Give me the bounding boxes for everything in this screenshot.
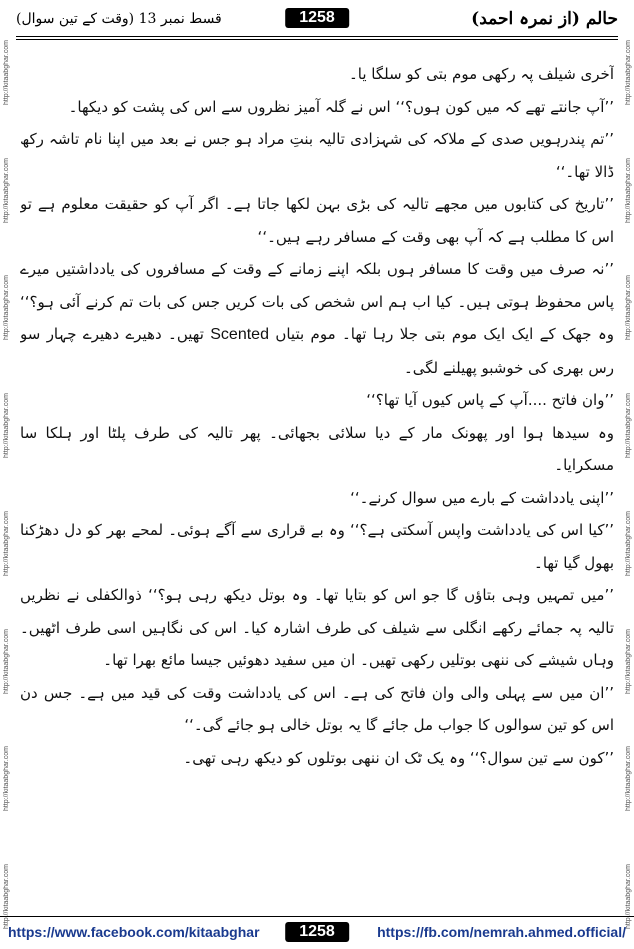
page-header: [16, 8, 618, 32]
watermark-url: http://kitaabghar.com: [2, 628, 10, 694]
watermark-url: http://kitaabghar.com: [2, 863, 10, 929]
watermark-url: http://kitaabghar.com: [624, 393, 632, 459]
watermark-url: http://kitaabghar.com: [624, 628, 632, 694]
header-divider: [16, 36, 618, 40]
side-watermark-left: [0, 40, 12, 929]
watermark-url: http://kitaabghar.com: [2, 40, 10, 105]
paragraph: ’’وان فاتح ....آپ کے پاس کیوں آیا تھا؟‘‘: [366, 391, 614, 409]
watermark-url: http://kitaabghar.com: [624, 275, 632, 341]
paragraph: ’’میں تمہیں وہی بتاؤں گا جو اس کو بتایا تھا۔ وہ بوتل دیکھ رہی ہو؟‘‘ ذوالکفلی نے نظریں تالیہ پہ جمائے رکھے انگلی سے شیلف کی طرف اشارہ کیا۔ اس کی نگاہیں اسی طرف اٹھیں۔ وہاں شیشے کی ننھی بوتلیں رکھی تھیں۔ ان میں سفید دھوئیں جیسا مائع بھرا تھا۔: [20, 586, 614, 669]
watermark-url: http://kitaabghar.com: [624, 510, 632, 576]
paragraph: ’’کون سے تین سوال؟‘‘ وہ یک ٹک ان ننھی بوتلوں کو دیکھ رہی تھی۔: [183, 748, 614, 767]
english-word: Scented: [210, 326, 269, 343]
page-number-badge: 1258: [285, 8, 349, 28]
paragraph: ’’تم پندرہویں صدی کے ملاکہ کی شہزادی تالیہ بنتِ مراد ہو جس نے بعد میں اپنا نام تاشہ رکھ ڈالا تھا۔‘‘: [20, 130, 614, 181]
watermark-url: http://kitaabghar.com: [2, 393, 10, 459]
paragraph-part: ’’نہ صرف میں وقت کا مسافر ہوں بلکہ اپنے زمانے کے وقت کے مسافروں کی یادداشتیں میرے پاس محفوظ ہوتی ہیں۔ کیا اب ہم اس شخص کی بات کریں جس کی بات تم کرنے آئی ہو؟‘‘ وہ جھک کے ایک ایک موم بتی جلا رہا تھا۔ موم بتیاں: [20, 260, 614, 343]
page-footer: [0, 916, 634, 949]
paragraph: آخری شیلف پہ رکھی موم بتی کو سلگا یا۔: [348, 65, 614, 83]
footer-page-number: 1258: [285, 922, 349, 942]
watermark-url: http://kitaabghar.com: [624, 746, 632, 812]
watermark-url: http://kitaabghar.com: [624, 863, 632, 929]
book-title: حالم (از نمرہ احمد): [471, 9, 618, 29]
paragraph: ’’ان میں سے پہلی والی وان فاتح کی ہے۔ اس کی یادداشت وقت کی قید میں ہے۔ جس دن اس کو تین سوالوں کا جواب مل جائے گا یہ بوتل خالی ہو جائے گی۔‘‘: [20, 683, 614, 734]
paragraph: ’’آپ جانتے تھے کہ میں کون ہوں؟‘‘ اس نے گلہ آمیز نظروں سے اس کی پشت کو دیکھا۔: [68, 97, 614, 116]
watermark-url: http://kitaabghar.com: [624, 157, 632, 223]
watermark-url: http://kitaabghar.com: [624, 40, 632, 105]
paragraph: ’’اپنی یادداشت کے بارے میں سوال کرنے۔‘‘: [350, 488, 614, 507]
episode-title: قسط نمبر 13 (وقت کے تین سوال): [16, 11, 222, 27]
author-facebook-link[interactable]: https://fb.com/nemrah.ahmed.official/: [377, 924, 626, 940]
watermark-url: http://kitaabghar.com: [2, 510, 10, 576]
side-watermark-right: [622, 40, 634, 929]
watermark-url: http://kitaabghar.com: [2, 746, 10, 812]
paragraph: ’’کیا اس کی یادداشت واپس آسکتی ہے؟‘‘ وہ بے قراری سے آگے ہوئی۔ لمحے بھر کو دل دھڑکنا بھول گیا تھا۔: [20, 521, 614, 572]
watermark-url: http://kitaabghar.com: [2, 275, 10, 341]
paragraph: [20, 253, 614, 384]
story-text: [20, 58, 614, 901]
watermark-url: http://kitaabghar.com: [2, 157, 10, 223]
paragraph: ’’تاریخ کی کتابوں میں مجھے تالیہ کی بڑی بہن لکھا جاتا ہے۔ اگر آپ کو حقیقت معلوم ہے تو اس کا مطلب ہے کہ آپ بھی وقت کے مسافر رہے ہیں۔‘‘: [20, 195, 614, 246]
paragraph-part: تھیں۔ دھیرے دھیرے چہار سو رس بھری کی خوشبو پھیلنے لگی۔: [20, 325, 614, 377]
facebook-link[interactable]: https://www.facebook.com/kitaabghar: [8, 924, 260, 940]
paragraph: وہ سیدھا ہوا اور پھونک مار کے دیا سلائی بجھائی۔ پھر تالیہ کی طرف پلٹا اور ہلکا سا مسکرایا۔: [20, 423, 614, 474]
